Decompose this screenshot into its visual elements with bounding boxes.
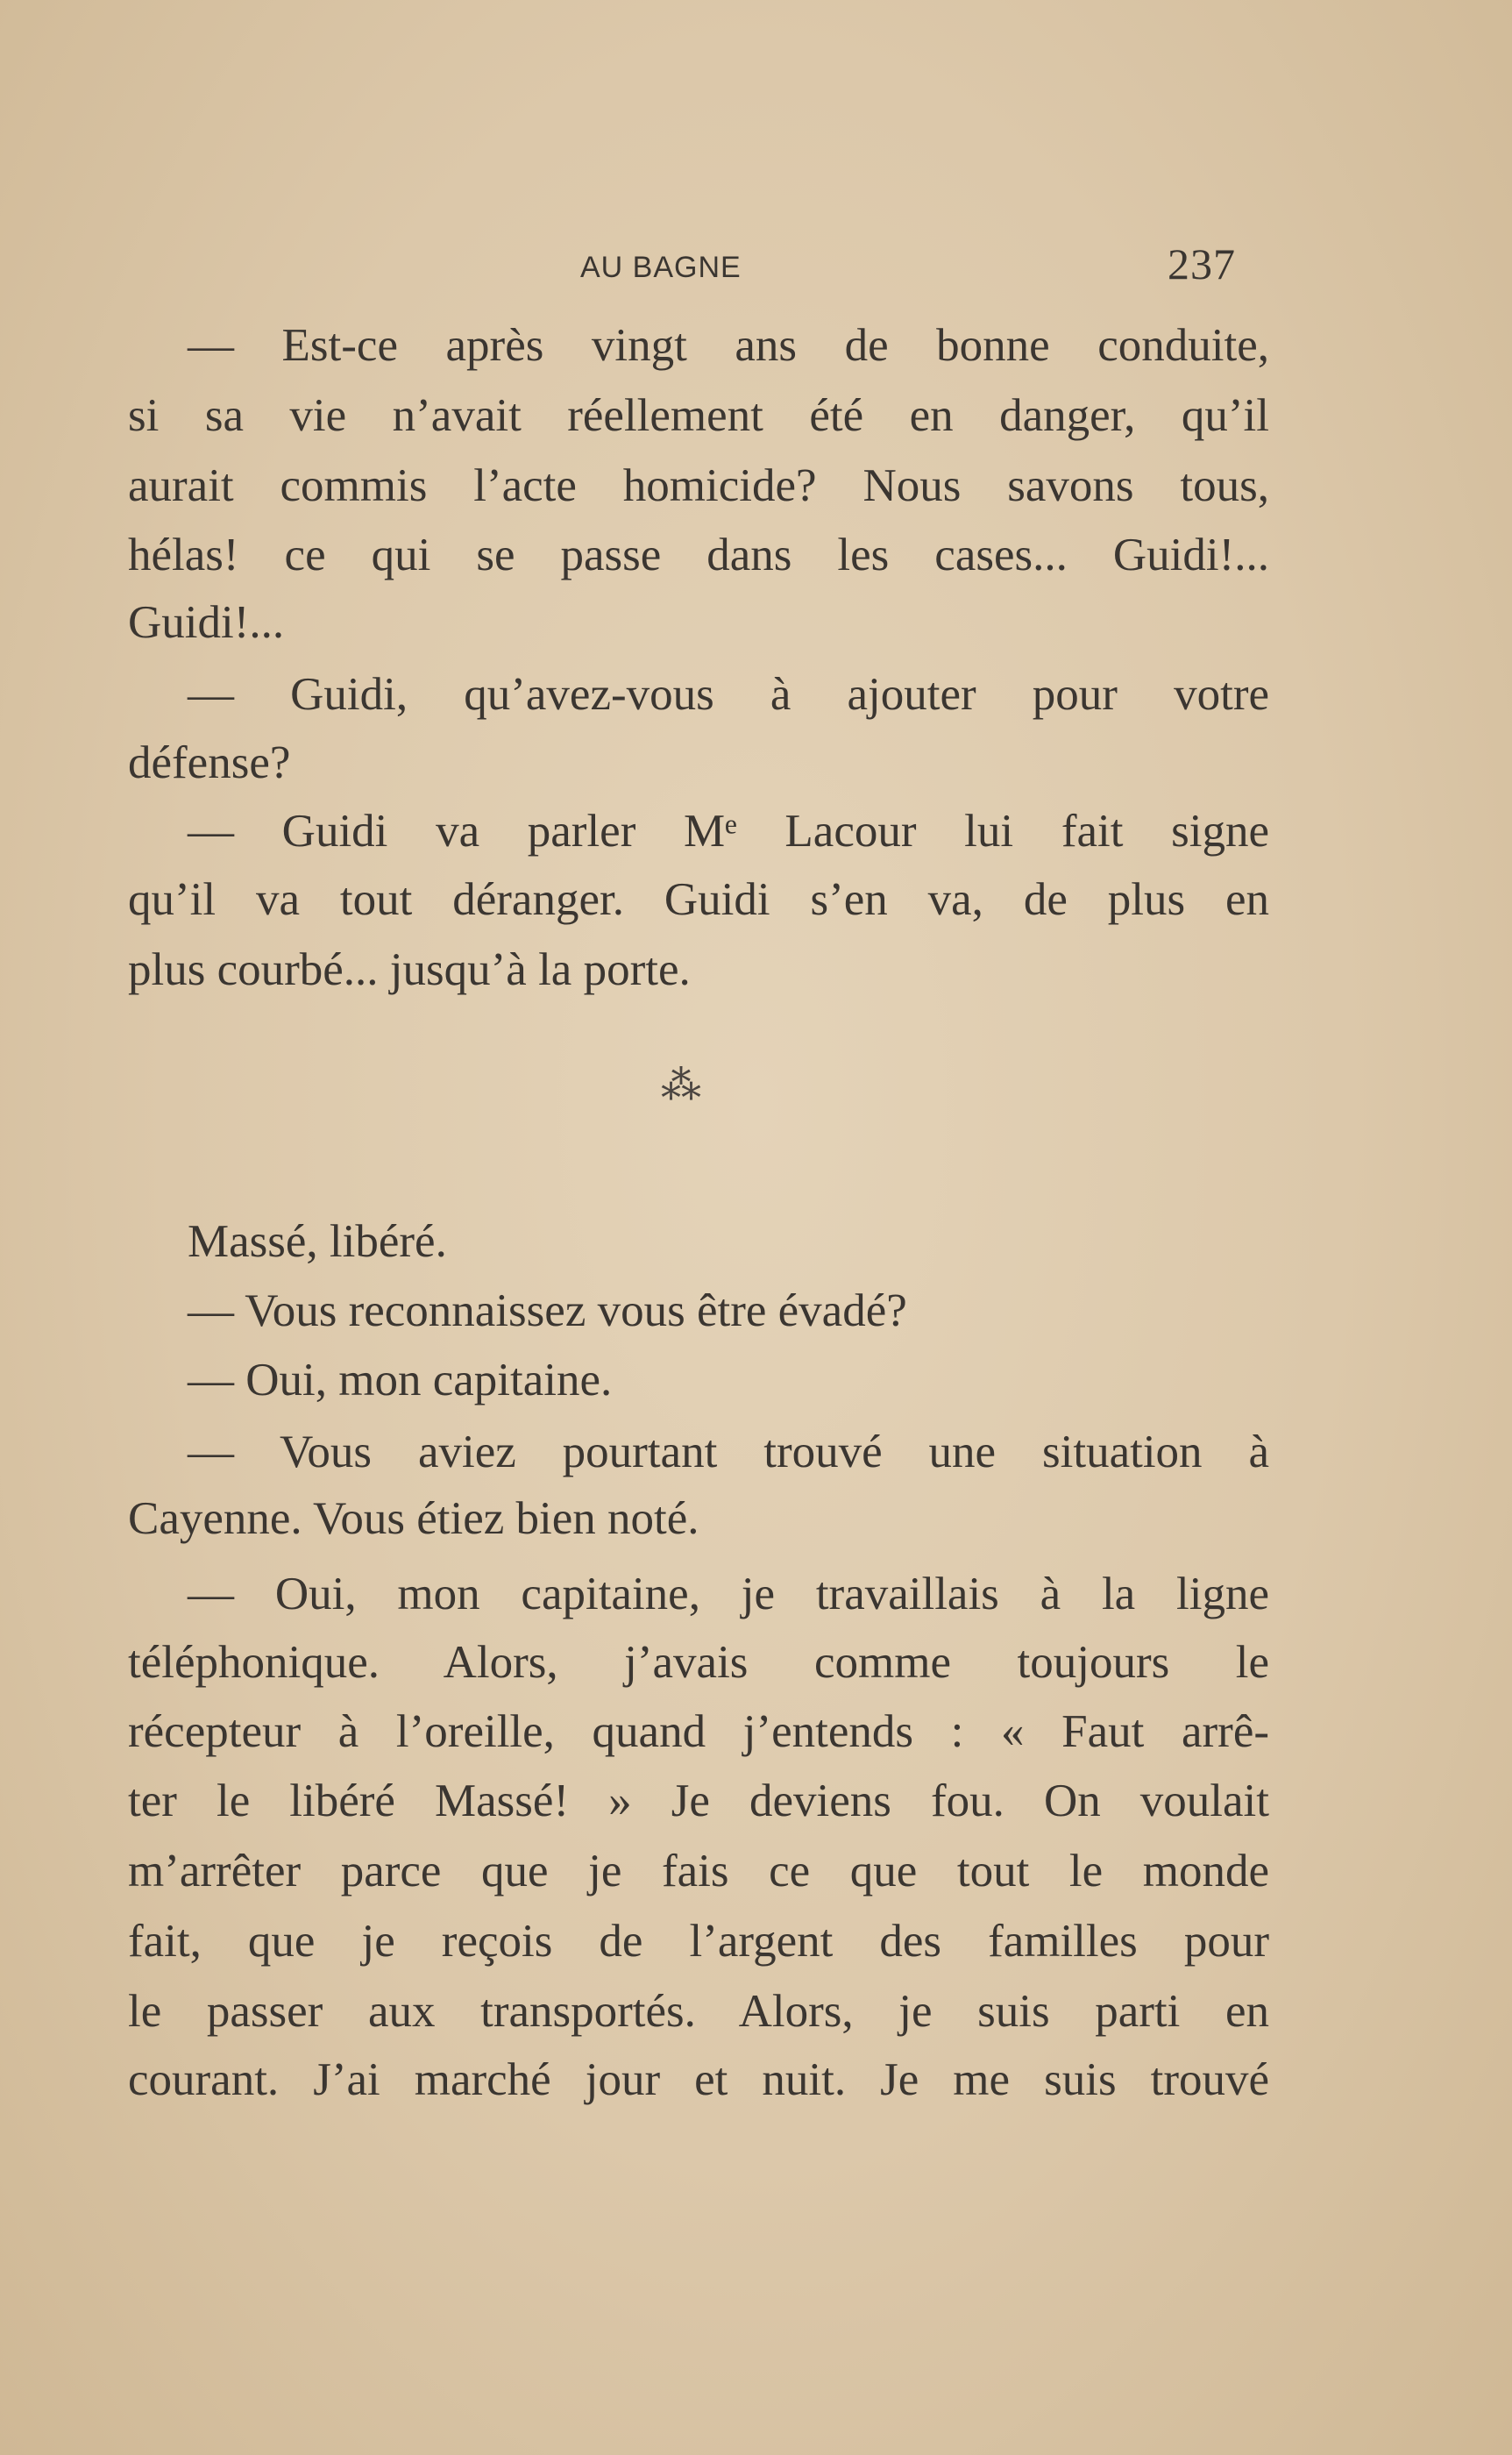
text-line: — Vous aviez pourtant trouvé une situation à [188, 1427, 1269, 1477]
text-line: Guidi!... [128, 597, 285, 648]
text-line: Massé, libéré. [188, 1216, 447, 1267]
text-line: défense? [128, 737, 291, 788]
text-line: — Est-ce après vingt ans de bonne conduite, [188, 320, 1269, 371]
text-line: qu’il va tout déranger. Guidi s’en va, de plus en [128, 874, 1269, 925]
text-line: fait, que je reçois de l’argent des familles pour [128, 1916, 1269, 1967]
text-line: le passer aux transportés. Alors, je suis parti en [128, 1986, 1269, 2037]
text-line: Cayenne. Vous étiez bien noté. [128, 1493, 699, 1544]
text-line: — Vous reconnaissez vous être évadé? [188, 1285, 907, 1336]
text-line: courant. J’ai marché jour et nuit. Je me suis trouvé [128, 2054, 1269, 2105]
text-line: — Guidi, qu’avez-vous à ajouter pour votre [188, 669, 1269, 720]
text-line: téléphonique. Alors, j’avais comme toujours le [128, 1637, 1269, 1688]
text-line: — Guidi va parler Mᵉ Lacour lui fait signe [188, 806, 1269, 857]
page-number: 237 [1168, 239, 1236, 288]
text-line: aurait commis l’acte homicide? Nous savons tous, [128, 460, 1269, 511]
section-break-asterism: ⁂ [661, 1063, 701, 1107]
text-line: hélas! ce qui se passe dans les cases... Guidi!... [128, 530, 1269, 580]
text-line: plus courbé... jusqu’à la porte. [128, 944, 691, 995]
text-line: m’arrêter parce que je fais ce que tout le monde [128, 1846, 1269, 1896]
text-line: si sa vie n’avait réellement été en danger, qu’il [128, 390, 1269, 441]
text-line: — Oui, mon capitaine. [188, 1355, 613, 1405]
running-title: AU BAGNE [580, 251, 742, 284]
text-line: récepteur à l’oreille, quand j’entends : « Faut arrê- [128, 1706, 1269, 1757]
text-line: — Oui, mon capitaine, je travaillais à la ligne [188, 1569, 1269, 1619]
text-line: ter le libéré Massé! » Je deviens fou. On voulait [128, 1775, 1269, 1826]
